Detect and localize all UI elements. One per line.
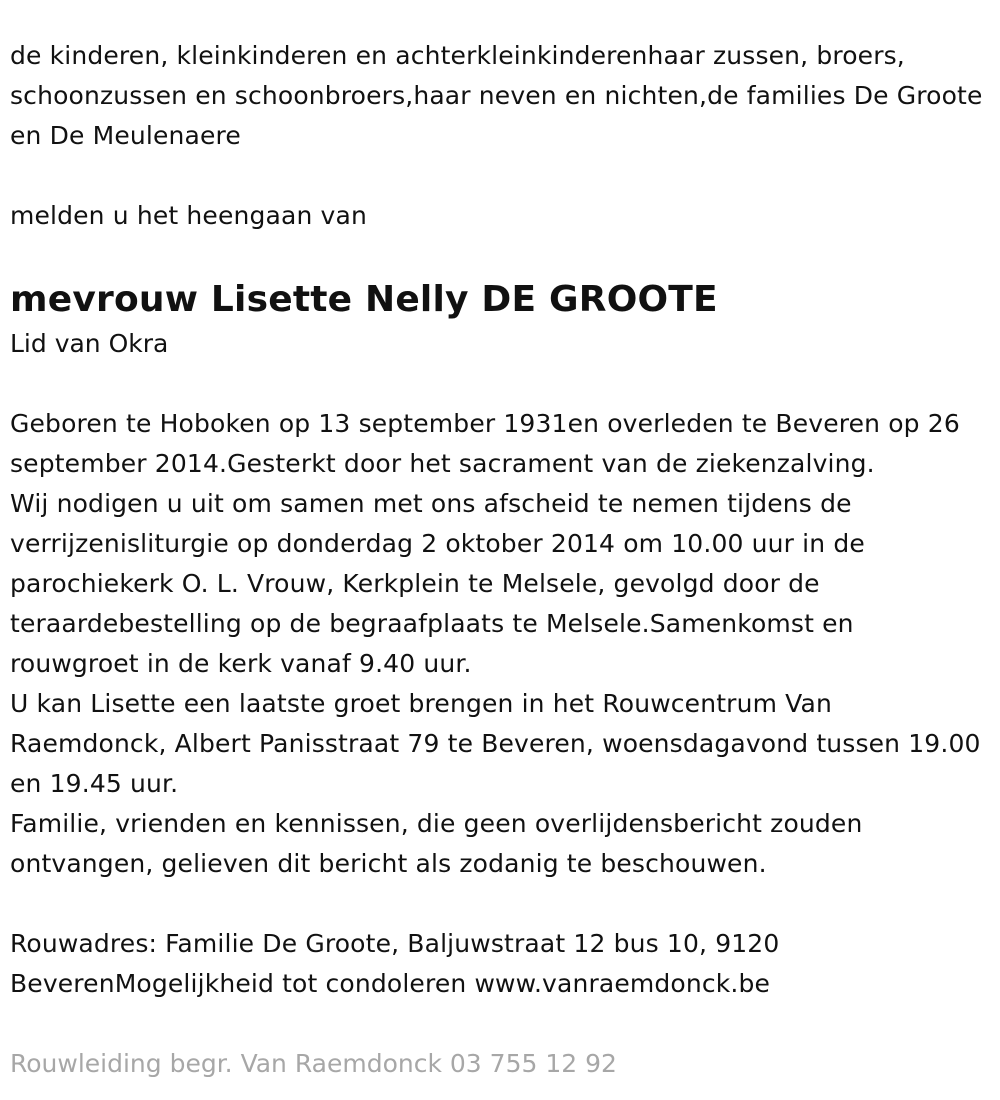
- spacer: [10, 236, 990, 276]
- deceased-name: mevrouw Lisette Nelly DE GROOTE: [10, 279, 718, 320]
- announcement-line: melden u het heengaan van: [10, 201, 367, 230]
- spacer: [10, 364, 990, 404]
- spacer: [10, 1004, 990, 1044]
- birth-death-details: Geboren te Hoboken op 13 september 1931en overleden te Beveren op 26 september 2014.Gesterkt door het sacrament van de ziekenzalving.: [10, 409, 960, 478]
- funeral-service-details: Wij nodigen u uit om samen met ons afscheid te nemen tijdens de verrijzenisliturgie op donderdag 2 oktober 2014 om 10.00 uur in de parochiekerk O. L. Vrouw, Kerkplein te Melsele, gevolgd door de teraardebestelling op de begraafplaats te Melsele.Samenkomst en rouwgroet in de kerk vanaf 9.40 uur.: [10, 489, 865, 678]
- notice-instruction: Familie, vrienden en kennissen, die geen overlijdensbericht zouden ontvangen, gelieven dit bericht als zodanig te beschouwen.: [10, 809, 863, 878]
- funeral-director: Rouwleiding begr. Van Raemdonck 03 755 12 92: [10, 1049, 617, 1078]
- family-intro: de kinderen, kleinkinderen en achterkleinkinderenhaar zussen, broers, schoonzussen en schoonbroers,haar neven en nichten,de families De Groote en De Meulenaere: [10, 41, 983, 150]
- mourning-address: Rouwadres: Familie De Groote, Baljuwstraat 12 bus 10, 9120 BeverenMogelijkheid tot condoleren www.vanraemdonck.be: [10, 929, 780, 998]
- membership: Lid van Okra: [10, 329, 169, 358]
- spacer: [10, 156, 990, 196]
- spacer: [10, 884, 990, 924]
- visitation-details: U kan Lisette een laatste groet brengen in het Rouwcentrum Van Raemdonck, Albert Panisstraat 79 te Beveren, woensdagavond tussen 19.00 en 19.45 uur.: [10, 689, 981, 798]
